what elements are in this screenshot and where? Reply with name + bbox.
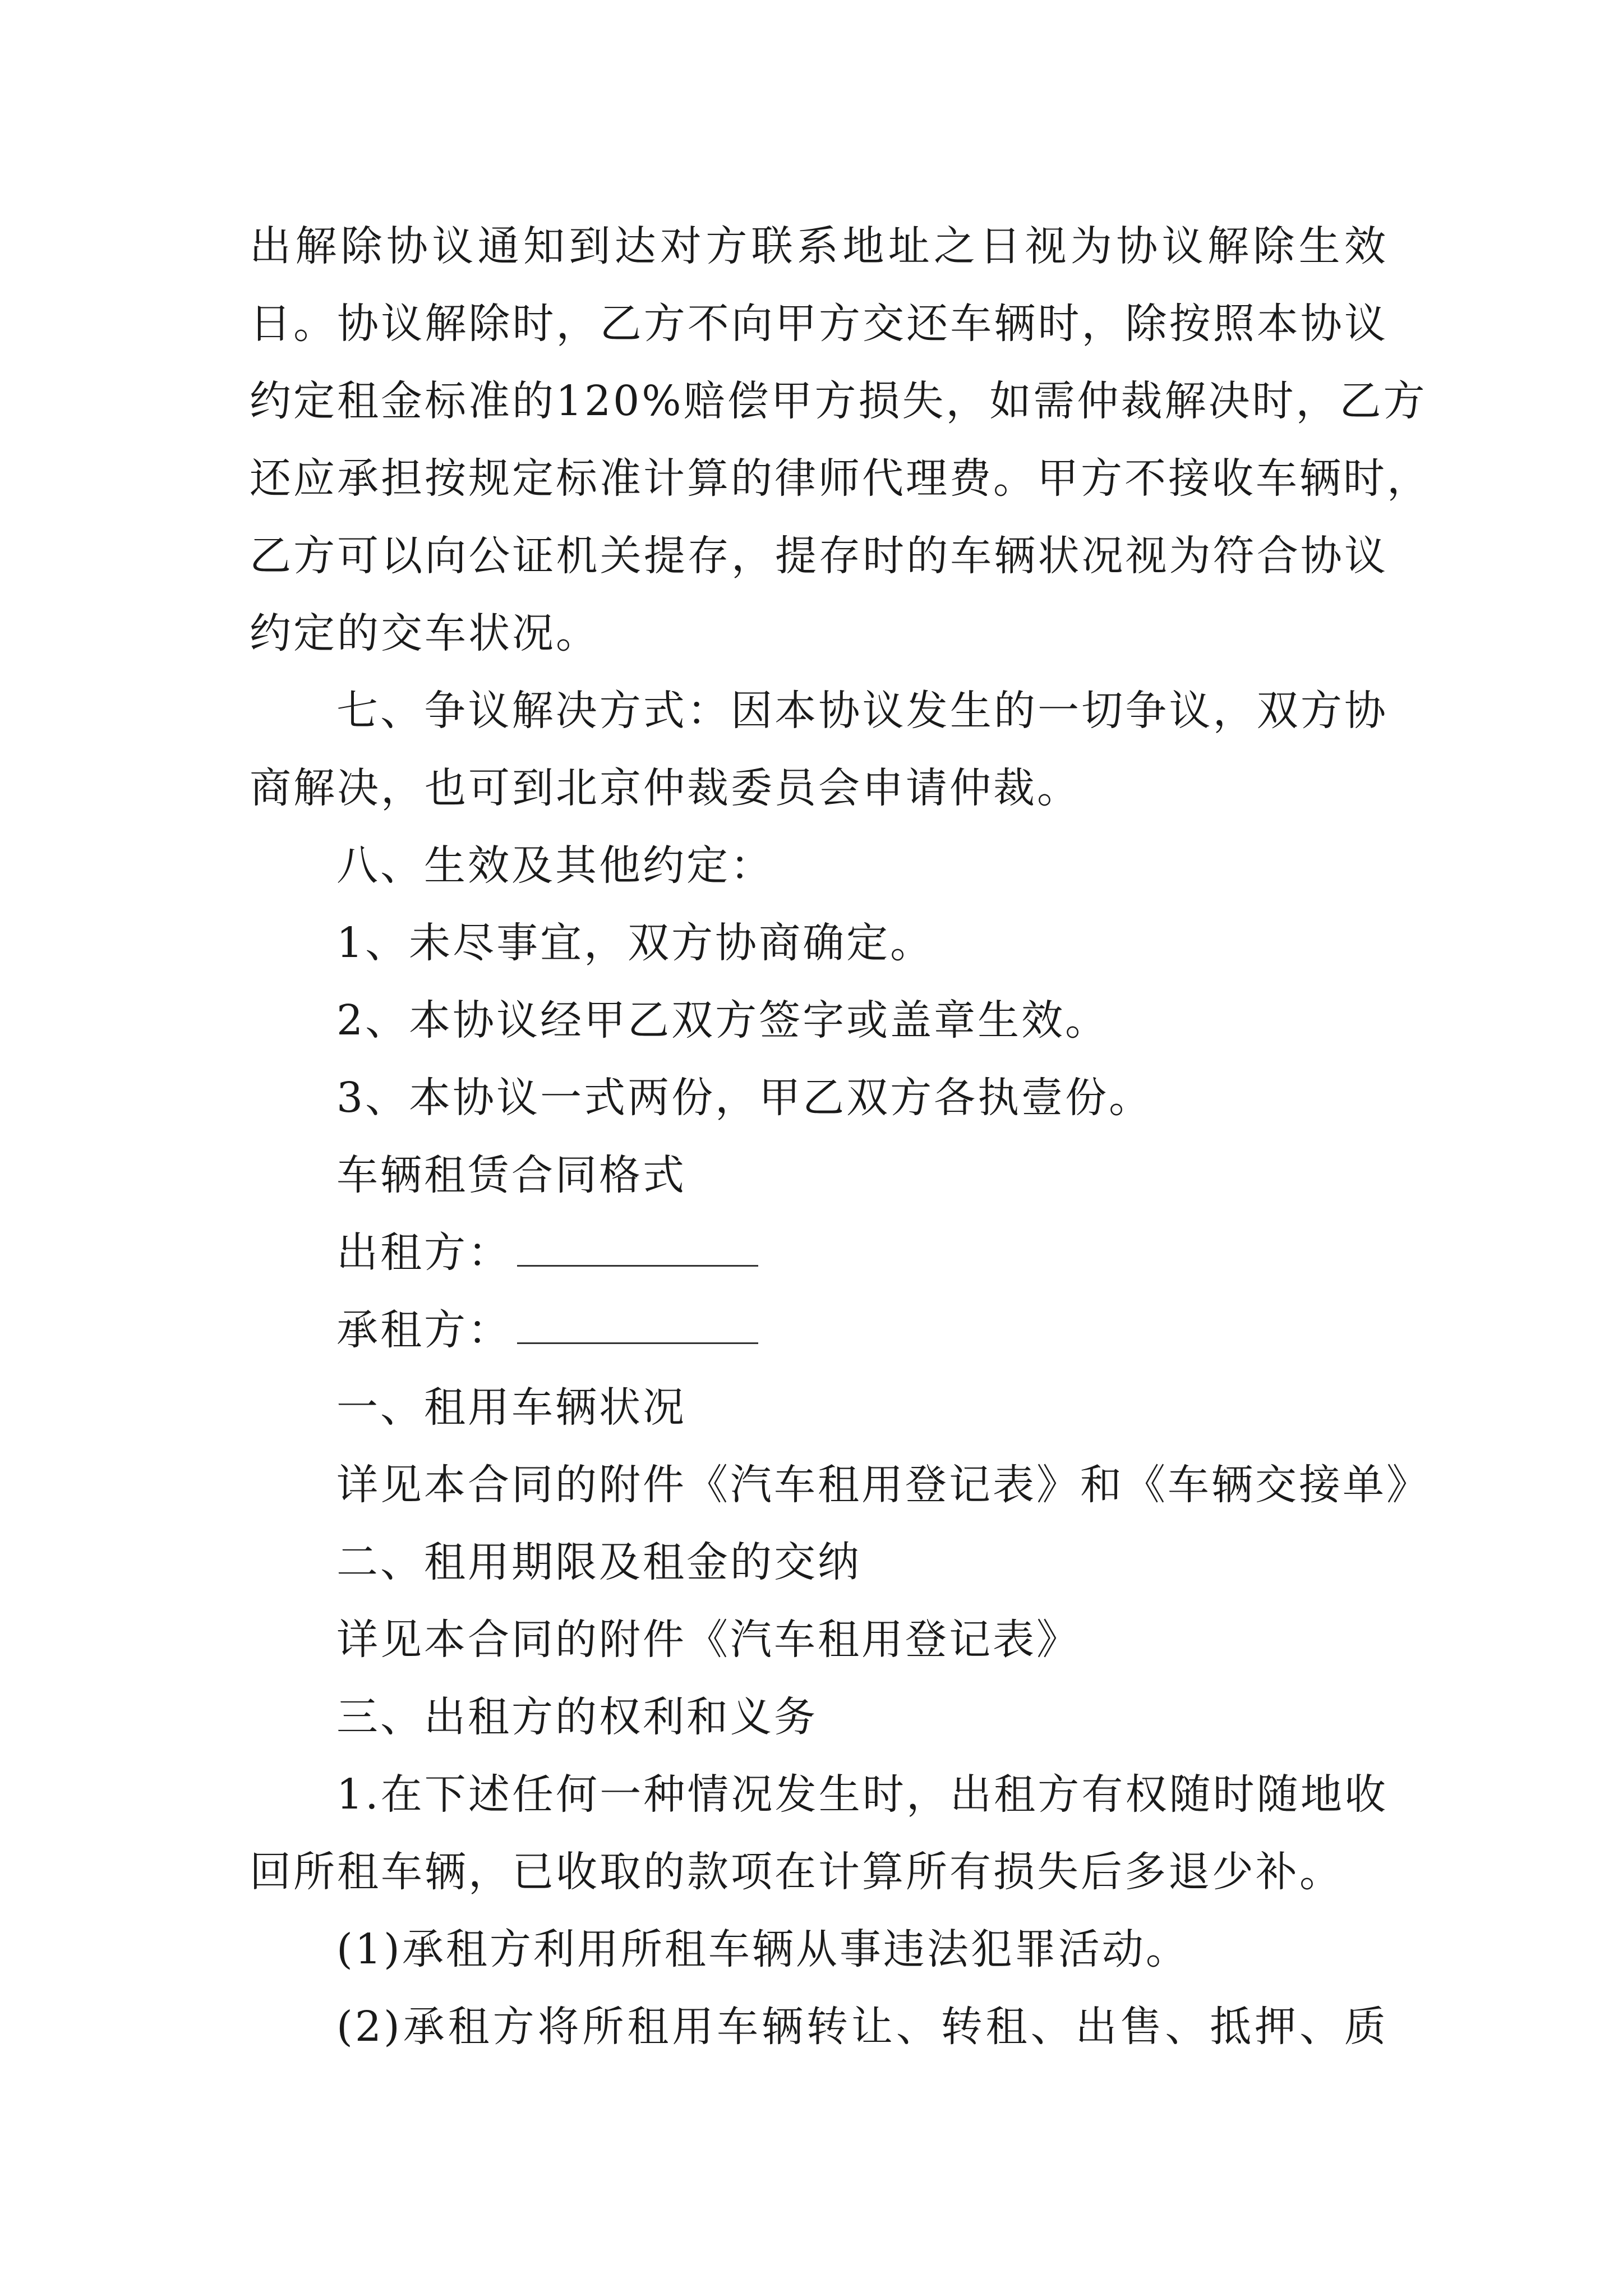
lessee-blank: [517, 1303, 758, 1344]
section-heading-dispute: 七、争议解决方式：因本协议发生的一切争议，双方协: [336, 687, 1388, 735]
section-heading-vehicle-status: 一、租用车辆状况: [336, 1383, 686, 1432]
clause-item: 1.在下述任何一种情况发生时，出租方有权随时随地收: [336, 1770, 1388, 1819]
paragraph-line: 约定租金标准的120%赔偿甲方损失，如需仲裁解决时，乙方: [250, 377, 1427, 425]
paragraph-line: 回所租车辆，已收取的款项在计算所有损失后多退少补。: [250, 1848, 1343, 1896]
paragraph-line: 约定的交车状况。: [250, 609, 600, 657]
lessee-label: 承租方：: [336, 1306, 511, 1354]
paragraph-line: 还应承担按规定标准计算的律师代理费。甲方不接收车辆时，: [250, 454, 1431, 503]
contract-title: 车辆租赁合同格式: [336, 1151, 686, 1199]
paragraph-line: 乙方可以向公证机关提存，提存时的车辆状况视为符合协议: [250, 532, 1388, 580]
clause-item: 2、本协议经甲乙双方签字或盖章生效。: [336, 996, 1109, 1045]
clause-text: 详见本合同的附件《汽车租用登记表》和《车辆交接单》: [336, 1461, 1430, 1509]
sub-clause-item: (1)承租方利用所租车辆从事违法犯罪活动。: [336, 1925, 1189, 1973]
section-heading-lessor-rights: 三、出租方的权利和义务: [336, 1693, 818, 1741]
lessor-field: [250, 1214, 1388, 1291]
paragraph-line: 日。协议解除时，乙方不向甲方交还车辆时，除按照本协议: [250, 300, 1388, 348]
document-body: [250, 208, 1431, 2065]
paragraph-line: 商解决，也可到北京仲裁委员会申请仲裁。: [250, 764, 1081, 812]
clause-text: 详见本合同的附件《汽车租用登记表》: [336, 1616, 1080, 1664]
clause-item: 1、未尽事宜，双方协商确定。: [336, 919, 934, 967]
lessor-blank: [517, 1226, 758, 1267]
lessor-label: 出租方：: [336, 1228, 511, 1277]
section-heading-effectiveness: 八、生效及其他约定：: [336, 841, 774, 890]
sub-clause-item: (2)承租方将所租用车辆转让、转租、出售、抵押、质: [336, 2003, 1388, 2051]
lessee-field: [250, 1291, 1388, 1369]
clause-item: 3、本协议一式两份，甲乙双方各执壹份。: [336, 1074, 1153, 1122]
paragraph-line: 出解除协议通知到达对方联系地址之日视为协议解除生效: [250, 222, 1388, 270]
section-heading-lease-term: 二、租用期限及租金的交纳: [336, 1538, 861, 1586]
